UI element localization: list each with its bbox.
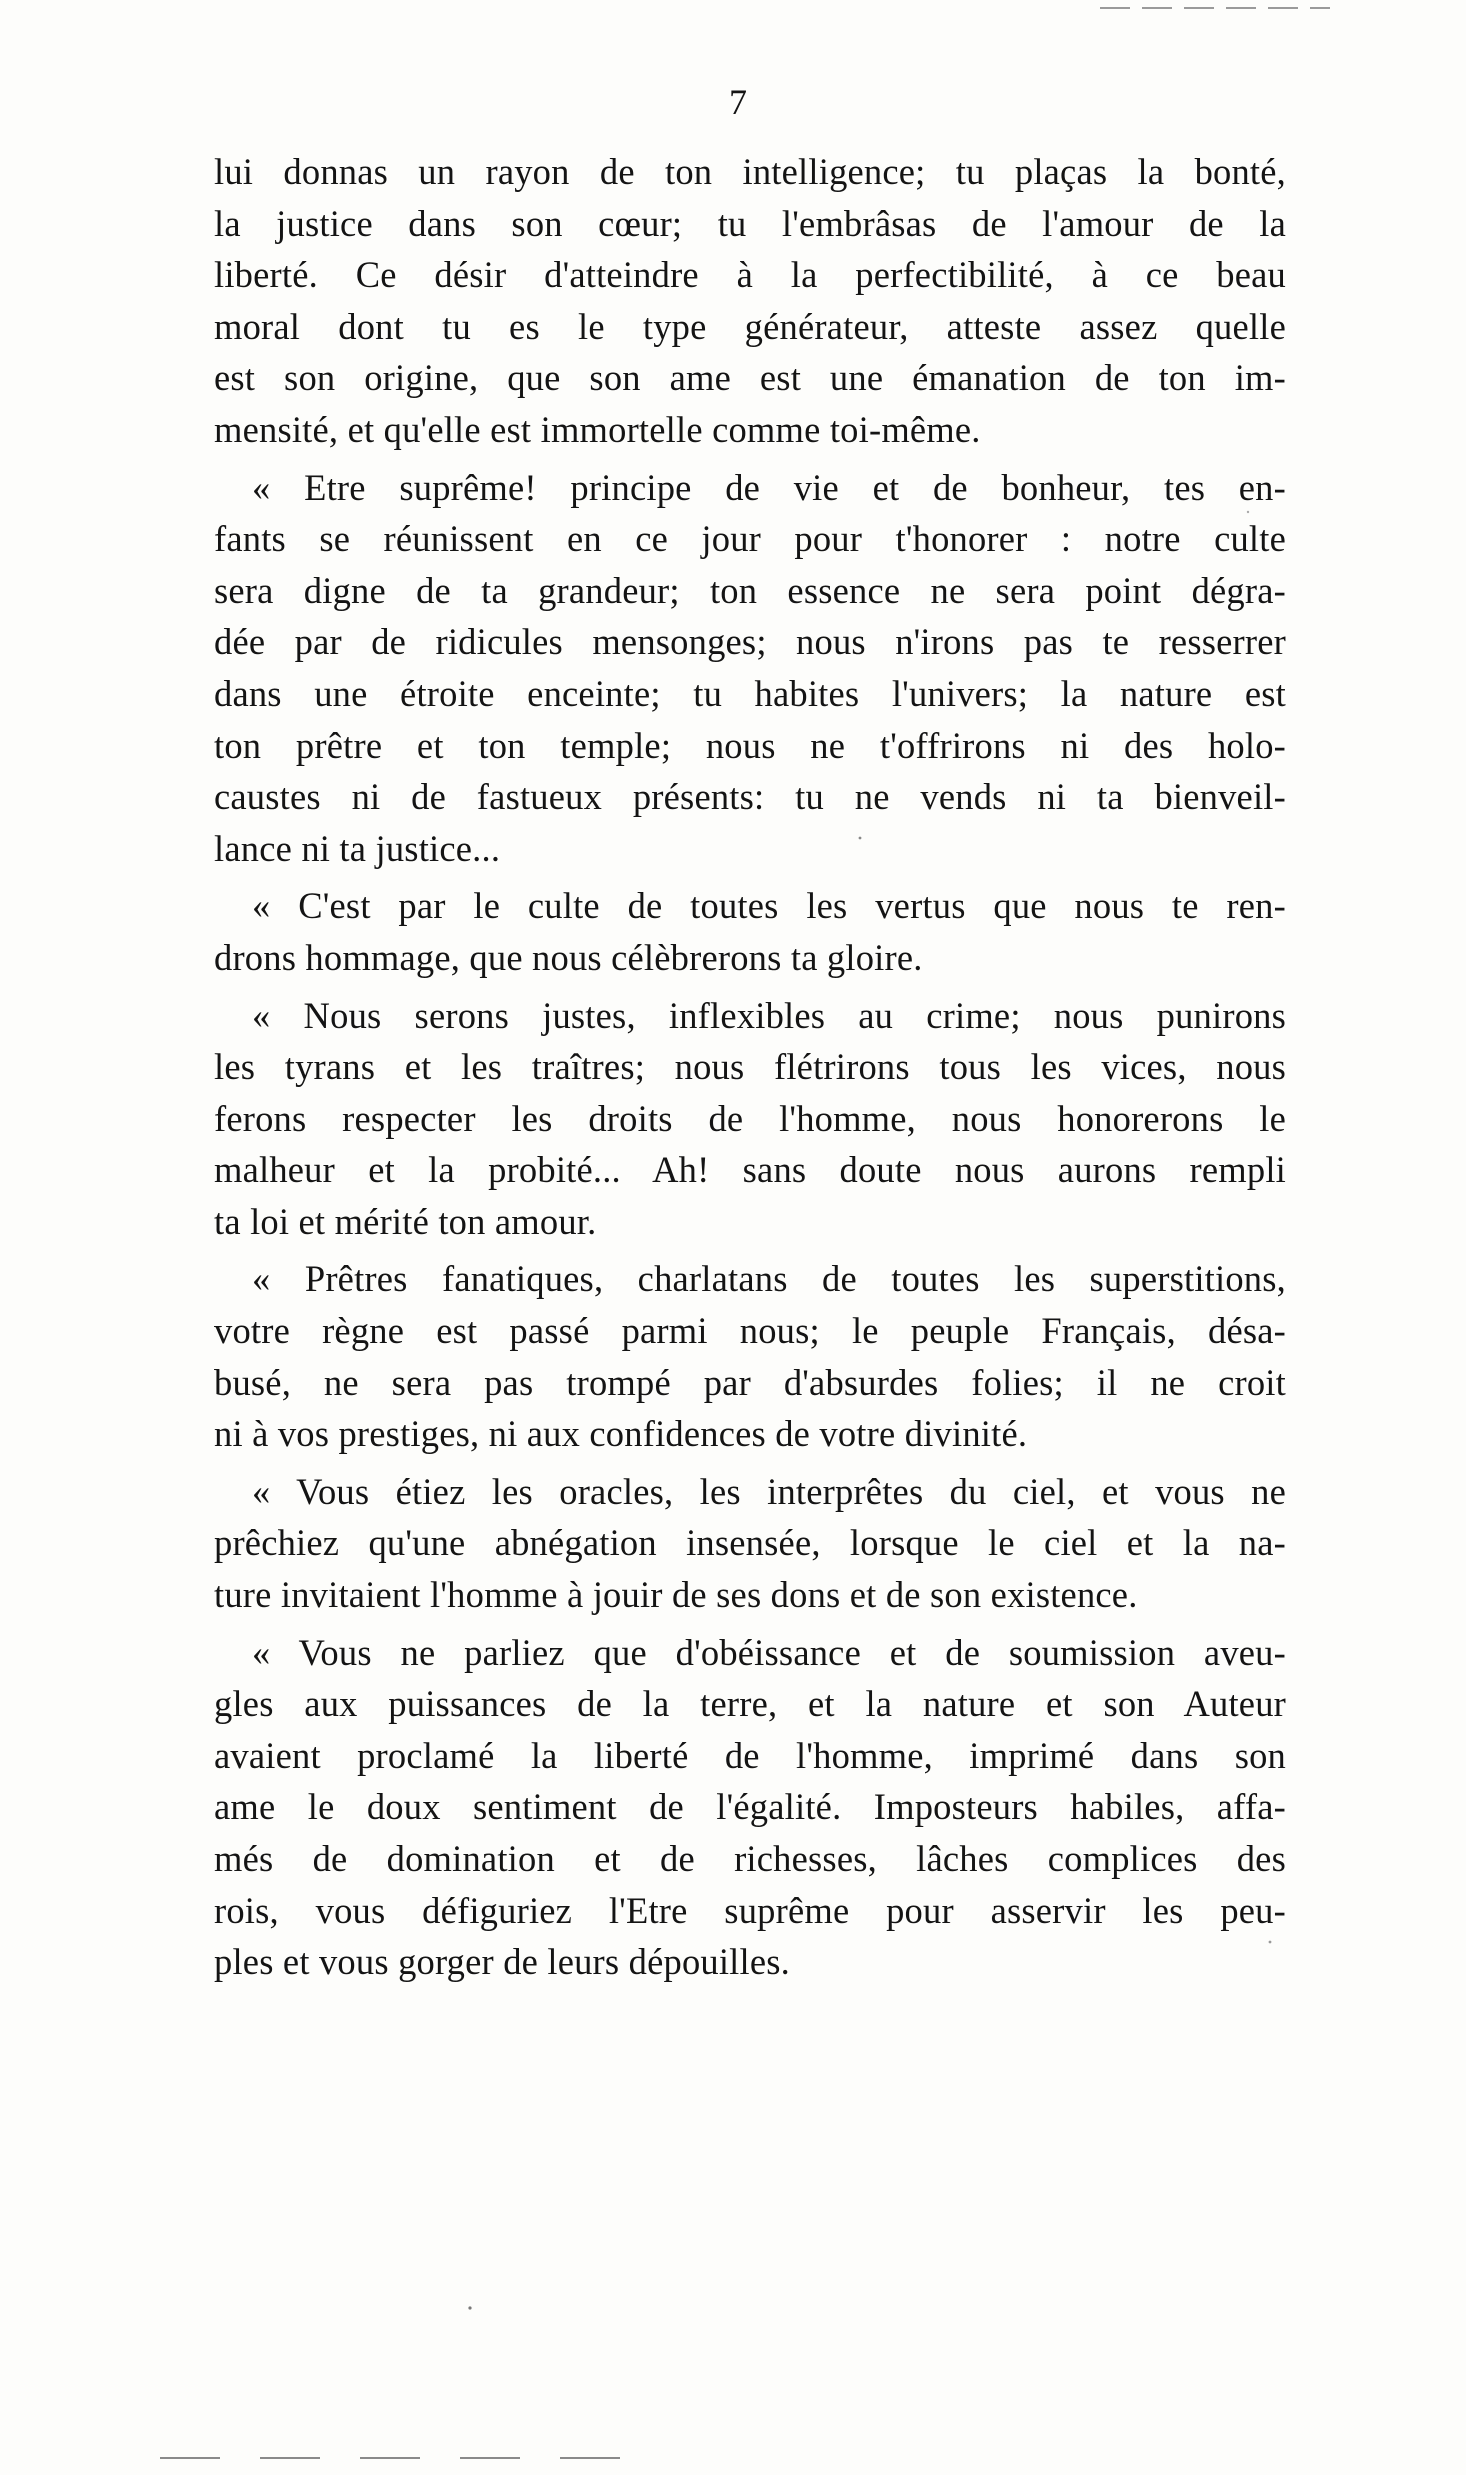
text-line: busé, ne sera pas trompé par d'absurdes folies; il ne croit: [214, 1361, 1286, 1403]
text-line: prêchiez qu'une abnégation insensée, lorsque le ciel et la na-: [214, 1522, 1286, 1564]
text-line: « Vous étiez les oracles, les interprêtes du ciel, et vous ne: [252, 1470, 1286, 1512]
text-line: dée par de ridicules mensonges; nous n'irons pas te resserrer: [214, 621, 1286, 663]
paragraph: [214, 1627, 1286, 1988]
text-line: gles aux puissances de la terre, et la nature et son Auteur: [214, 1683, 1286, 1725]
text-line: ferons respecter les droits de l'homme, nous honorerons le: [214, 1097, 1286, 1139]
text-line: « Etre suprême! principe de vie et de bonheur, tes en-: [252, 466, 1286, 508]
text-line: ta loi et mérité ton amour.: [214, 1200, 597, 1242]
paragraph: [214, 880, 1286, 983]
text-line: est son origine, que son ame est une émanation de ton im-: [214, 357, 1286, 399]
text-line: més de domination et de richesses, lâches complices des: [214, 1838, 1286, 1879]
ink-speck: [468, 2306, 471, 2309]
text-line: la justice dans son cœur; tu l'embrâsas de l'amour de la: [214, 202, 1286, 244]
text-line: sera digne de ta grandeur; ton essence ne sera point dégra-: [214, 569, 1286, 611]
text-line: lui donnas un rayon de ton intelligence; tu plaças la bonté,: [214, 151, 1286, 192]
paragraph: [214, 1466, 1286, 1621]
text-line: malheur et la probité... Ah! sans doute nous aurons rempli: [214, 1149, 1286, 1191]
body-text: [214, 146, 1286, 1994]
text-line: ame le doux sentiment de l'égalité. Imposteurs habiles, affa-: [214, 1786, 1286, 1828]
text-line: « Vous ne parliez que d'obéissance et de soumission aveu-: [252, 1631, 1286, 1673]
text-line: ples et vous gorger de leurs dépouilles.: [214, 1941, 790, 1983]
page-number: 7: [729, 82, 747, 122]
text-line: dans une étroite enceinte; tu habites l'univers; la nature est: [214, 672, 1286, 714]
text-line: caustes ni de fastueux présents: tu ne vends ni ta bienveil-: [214, 776, 1286, 818]
text-line: fants se réunissent en ce jour pour t'honorer : notre culte: [214, 518, 1286, 560]
text-line: drons hommage, que nous célèbrerons ta gloire.: [214, 936, 923, 978]
text-line: liberté. Ce désir d'atteindre à la perfectibilité, à ce beau: [214, 254, 1286, 296]
text-line: ture invitaient l'homme à jouir de ses dons et de son existence.: [214, 1574, 1138, 1616]
text-line: rois, vous défiguriez l'Etre suprême pour asservir les peu-: [214, 1889, 1286, 1931]
paragraph: [214, 146, 1286, 456]
text-line: votre règne est passé parmi nous; le peuple Français, désa-: [214, 1310, 1286, 1352]
text-line: avaient proclamé la liberté de l'homme, imprimé dans son: [214, 1734, 1286, 1776]
paragraph: [214, 990, 1286, 1248]
text-line: ni à vos prestiges, ni aux confidences de votre divinité.: [214, 1413, 1028, 1455]
text-line: « Nous serons justes, inflexibles au crime; nous punirons: [252, 994, 1286, 1036]
text-line: lance ni ta justice...: [214, 827, 501, 869]
paragraph: [214, 462, 1286, 875]
text-line: « Prêtres fanatiques, charlatans de toutes les superstitions,: [252, 1258, 1286, 1300]
text-line: les tyrans et les traîtres; nous flétrirons tous les vices, nous: [214, 1046, 1286, 1088]
text-line: mensité, et qu'elle est immortelle comme toi-même.: [214, 408, 981, 450]
paragraph: [214, 1253, 1286, 1459]
text-line: moral dont tu es le type générateur, atteste assez quelle: [214, 305, 1286, 347]
text-line: « C'est par le culte de toutes les vertus que nous te ren-: [252, 885, 1286, 927]
text-line: ton prêtre et ton temple; nous ne t'offrirons ni des holo-: [214, 724, 1286, 766]
